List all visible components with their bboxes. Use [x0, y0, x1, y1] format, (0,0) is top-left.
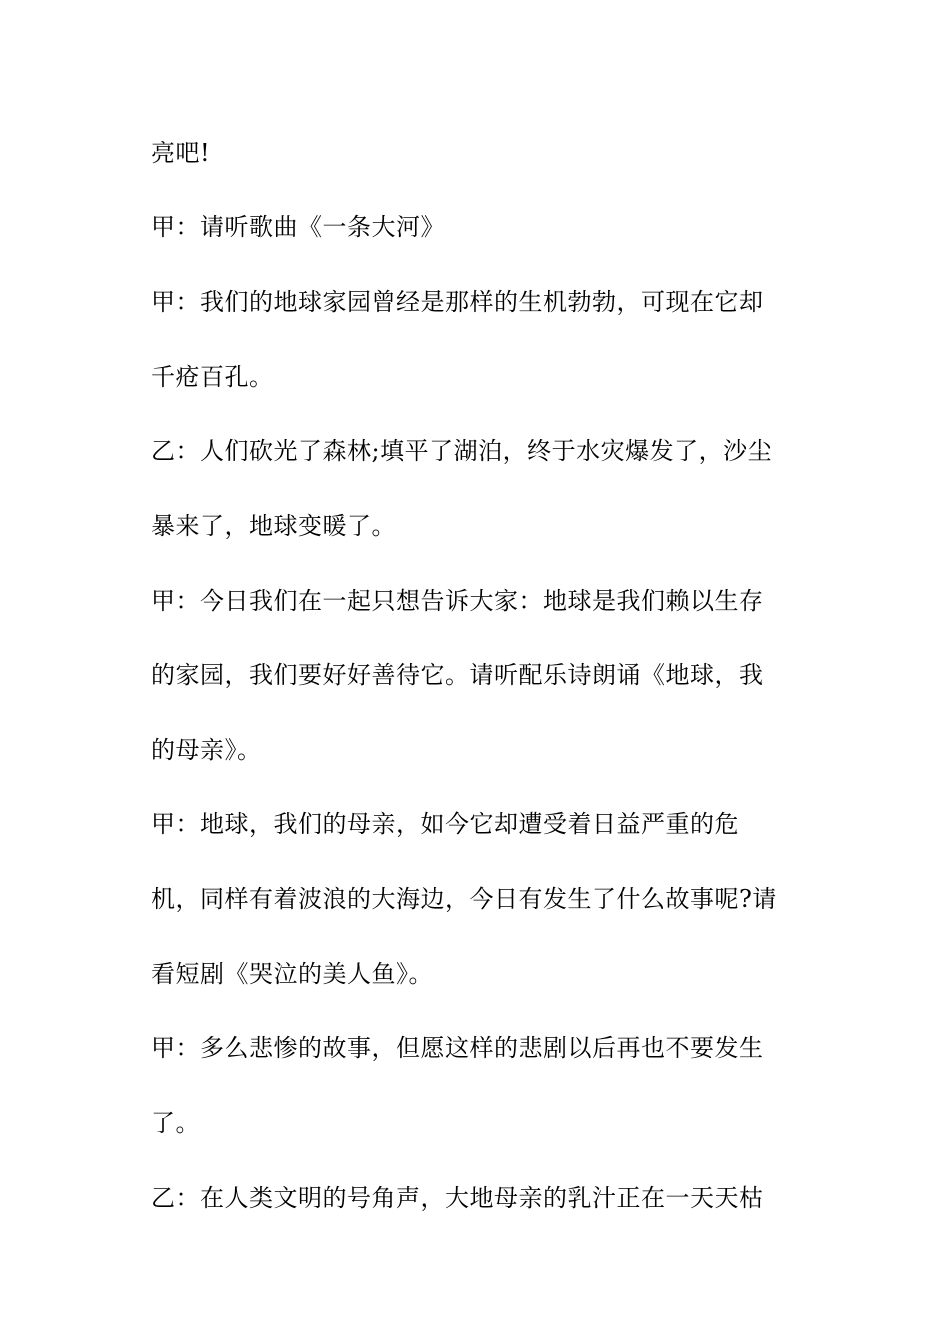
- text-line: 的母亲》。: [151, 736, 262, 764]
- text-line: 暴来了，地球变暖了。: [151, 512, 396, 540]
- text-line: 机，同样有着波浪的大海边，今日有发生了什么故事呢?请: [151, 885, 777, 913]
- text-line: 甲：地球，我们的母亲，如今它却遭受着日益严重的危: [151, 810, 739, 838]
- text-line: 千疮百孔。: [151, 363, 274, 391]
- text-line: 乙：人们砍光了森林;填平了湖泊，终于水灾爆发了，沙尘: [151, 437, 773, 465]
- text-line: 的家园，我们要好好善待它。请听配乐诗朗诵《地球，我: [151, 661, 764, 689]
- text-line: 看短剧《哭泣的美人鱼》。: [151, 960, 433, 988]
- text-line: 甲：多么悲惨的故事，但愿这样的悲剧以后再也不要发生: [151, 1034, 764, 1062]
- text-line: 甲：今日我们在一起只想告诉大家：地球是我们赖以生存: [151, 587, 764, 615]
- text-line: 了。: [151, 1109, 200, 1137]
- text-line: 亮吧!: [151, 139, 211, 167]
- text-line: 甲：请听歌曲《一条大河》: [151, 213, 445, 241]
- text-line: 乙：在人类文明的号角声，大地母亲的乳汁正在一天天枯: [151, 1184, 764, 1212]
- text-line: 甲：我们的地球家园曾经是那样的生机勃勃，可现在它却: [151, 288, 764, 316]
